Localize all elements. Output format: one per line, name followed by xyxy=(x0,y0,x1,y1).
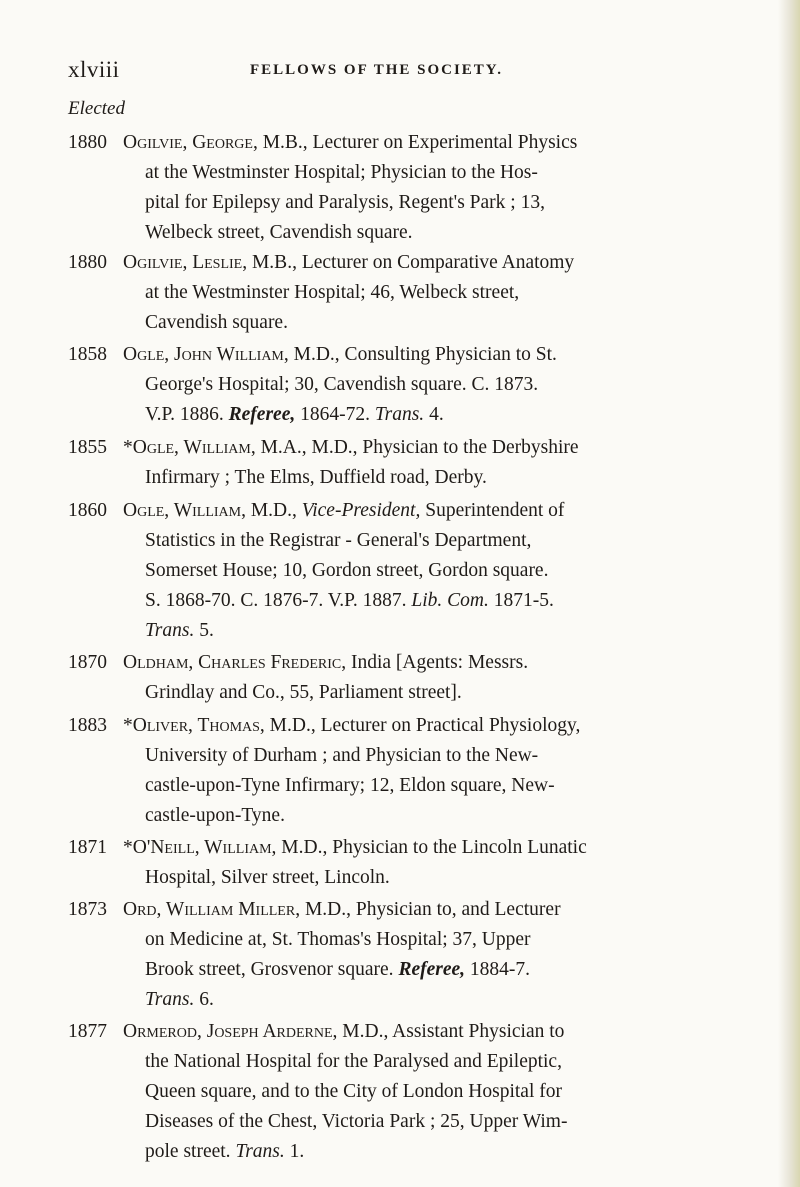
fellow-name: Ogle, John William, xyxy=(123,344,289,365)
entry-text: *O'Neill, William, M.D., Physician to the Lincoln Lunatic Hospital, Silver street, Lincoln. xyxy=(123,837,587,888)
entry-text: Ormerod, Joseph Arderne, M.D., Assistant Physician to the National Hospital for the Paralysed and Epileptic, Queen square, and to the City of London Hospital for Diseases of the Chest, Victoria Park ; 25, Upper Wim- pole street. Trans. 1. xyxy=(123,1021,568,1162)
entry-text: Ogilvie, Leslie, M.B., Lecturer on Comparative Anatomy at the Westminster Hospital; 46, Welbeck street, Cavendish square. xyxy=(123,252,575,333)
page-edge-shading xyxy=(778,0,800,1187)
entry-year: 1870 xyxy=(68,652,107,673)
trans-label: Trans. xyxy=(235,1141,285,1162)
entry-text: *Oliver, Thomas, M.D., Lecturer on Practical Physiology, University of Durham ; and Physician to the New- castle-upon-Tyne Infirmary; 12, Eldon square, New- castle-upon-Tyne. xyxy=(123,715,581,826)
fellow-name: *Ogle, William, xyxy=(123,437,256,458)
referee-label: Referee, xyxy=(228,404,296,425)
trans-label: Trans. xyxy=(145,620,195,641)
trans-label: Trans. xyxy=(145,989,195,1010)
fellow-name: Ogle, William, xyxy=(123,500,246,521)
fellow-name: Ogilvie, George, xyxy=(123,132,258,153)
elected-column-label: Elected xyxy=(68,98,125,119)
entry-year: 1860 xyxy=(68,500,107,521)
entry-text: Ogilvie, George, M.B., Lecturer on Experimental Physics at the Westminster Hospital; Physician to the Hos- pital for Epilepsy and Paralysis, Regent's Park ; 13, Welbeck street, Cavendish square. xyxy=(123,132,578,243)
entry-year: 1871 xyxy=(68,837,107,858)
library-committee-label: Lib. Com. xyxy=(411,590,489,611)
entry-year: 1855 xyxy=(68,437,107,458)
entry-year: 1873 xyxy=(68,899,107,920)
entry-year: 1858 xyxy=(68,344,107,365)
entry-text: *Ogle, William, M.A., M.D., Physician to the Derbyshire Infirmary ; The Elms, Duffield road, Derby. xyxy=(123,437,579,488)
trans-label: Trans. xyxy=(374,404,425,425)
page-header xyxy=(68,57,708,87)
fellow-name: Oldham, Charles Frederic, xyxy=(123,652,347,673)
running-head: FELLOWS OF THE SOCIETY. xyxy=(250,62,504,78)
referee-label: Referee, xyxy=(398,959,466,980)
fellow-name: *O'Neill, William, xyxy=(123,837,277,858)
fellow-name: *Oliver, Thomas, xyxy=(123,715,265,736)
entry-text: Ogle, John William, M.D., Consulting Physician to St. George's Hospital; 30, Cavendish square. C. 1873. V.P. 1886. Referee, 1864-72. Trans. 4. xyxy=(123,344,557,425)
entry-year: 1880 xyxy=(68,252,107,273)
page-number: xlviii xyxy=(68,57,120,82)
entry-year: 1880 xyxy=(68,132,107,153)
entry-text: Oldham, Charles Frederic, India [Agents: Messrs. Grindlay and Co., 55, Parliament street]. xyxy=(123,652,529,703)
entry-year: 1877 xyxy=(68,1021,107,1042)
fellow-name: Ormerod, Joseph Arderne, xyxy=(123,1021,338,1042)
fellow-name: Ogilvie, Leslie, xyxy=(123,252,248,273)
vice-president-label: Vice-President, xyxy=(301,500,421,521)
entry-year: 1883 xyxy=(68,715,107,736)
entry-text: Ogle, William, M.D., Vice-President, Superintendent of Statistics in the Registrar - General's Department, Somerset House; 10, Gordon street, Gordon square. S. 1868-70. C. 1876-7. V.P. 1887. Lib. Com. 1871-5. Trans. 5. xyxy=(123,500,565,641)
entry-text: Ord, William Miller, M.D., Physician to, and Lecturer on Medicine at, St. Thomas's Hospital; 37, Upper Brook street, Grosvenor square. Referee, 1884-7. Trans. 6. xyxy=(123,899,561,1010)
fellow-name: Ord, William Miller, xyxy=(123,899,301,920)
